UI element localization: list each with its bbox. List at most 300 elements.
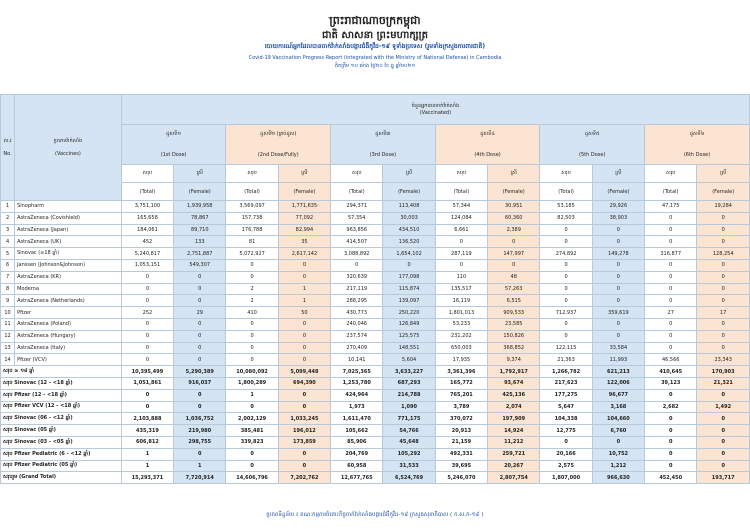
subtotal-adult-row — [1, 366, 750, 378]
total-label-km: សរុប — [331, 165, 383, 183]
vaccination-table — [0, 94, 750, 484]
motto: ជាតិ សាសនា ព្រះមហាក្សត្រ — [322, 30, 428, 41]
total-cell: 0 — [645, 236, 697, 248]
table-row — [1, 342, 750, 354]
female-cell: 30,951 — [488, 201, 540, 213]
female-cell: 31,533 — [383, 460, 435, 472]
total-cell: 12,677,765 — [331, 472, 383, 484]
total-cell: 1,611,470 — [331, 413, 383, 425]
total-label-en: (Total) — [121, 183, 173, 201]
dose-header-1 — [121, 125, 226, 165]
grand-total-row — [1, 472, 750, 484]
female-cell: 0 — [697, 460, 750, 472]
row-number: 6 — [1, 259, 15, 271]
total-cell: 1,053,151 — [121, 259, 173, 271]
row-number: 4 — [1, 236, 15, 248]
female-cell: 298,755 — [174, 436, 226, 448]
female-cell: 3,633,227 — [383, 366, 435, 378]
total-cell: 0 — [540, 318, 592, 330]
total-cell: 2,682 — [645, 401, 697, 413]
table-row — [1, 330, 750, 342]
female-cell: 3,168 — [592, 401, 644, 413]
child-group-row-label: សរុប Sinovac (12 - <18 ឆ្នាំ) — [1, 377, 122, 389]
total-cell: 16,119 — [435, 295, 487, 307]
female-label-km: ស្រី — [278, 165, 330, 183]
total-cell: 370,072 — [435, 413, 487, 425]
female-cell: 14,924 — [488, 425, 540, 437]
total-cell: 320,639 — [331, 271, 383, 283]
female-cell: 105,292 — [383, 448, 435, 460]
female-cell: 0 — [488, 236, 540, 248]
dose-label-km: ដូសទី១ — [166, 131, 182, 137]
female-cell: 1,939,958 — [174, 201, 226, 213]
vaccine-name: Pfizer (VCV) — [15, 354, 122, 366]
total-cell: 204,769 — [331, 448, 383, 460]
dose-label-en: (5th Dose) — [579, 152, 606, 158]
female-cell: 0 — [174, 342, 226, 354]
female-cell: 0 — [697, 436, 750, 448]
total-cell: 0 — [540, 271, 592, 283]
total-cell: 414,507 — [331, 236, 383, 248]
female-cell: 214,788 — [383, 389, 435, 401]
female-cell: 0 — [278, 318, 330, 330]
female-cell: 425,136 — [488, 389, 540, 401]
total-cell: 0 — [645, 448, 697, 460]
female-cell: 434,510 — [383, 224, 435, 236]
total-cell: 7,025,365 — [331, 366, 383, 378]
total-cell: 0 — [226, 354, 278, 366]
female-cell: 0 — [592, 330, 644, 342]
total-cell: 0 — [121, 271, 173, 283]
col-no-km: ល.រ — [3, 138, 12, 144]
female-cell: 1,212 — [592, 460, 644, 472]
dose-header-4 — [435, 125, 540, 165]
table-row — [1, 201, 750, 213]
total-cell: 0 — [540, 283, 592, 295]
female-cell: 0 — [592, 224, 644, 236]
female-cell: 687,293 — [383, 377, 435, 389]
total-cell: 57,354 — [331, 212, 383, 224]
row-number: 1 — [1, 201, 15, 213]
female-label-km: ស្រី — [174, 165, 226, 183]
total-cell: 0 — [121, 295, 173, 307]
total-cell: 12,775 — [540, 425, 592, 437]
female-label-en: (Female) — [697, 183, 750, 201]
vaccine-name: Pfizer — [15, 307, 122, 319]
female-cell: 60,360 — [488, 212, 540, 224]
female-cell: 7,720,914 — [174, 472, 226, 484]
female-cell: 133 — [174, 236, 226, 248]
total-cell: 339,823 — [226, 436, 278, 448]
total-cell: 2,575 — [540, 460, 592, 472]
col-no-en: No. — [3, 151, 12, 157]
female-cell: 0 — [278, 389, 330, 401]
female-cell: 0 — [697, 271, 750, 283]
female-cell: 1,033,245 — [278, 413, 330, 425]
female-cell: 173,859 — [278, 436, 330, 448]
total-cell: 0 — [540, 436, 592, 448]
total-cell: 0 — [540, 295, 592, 307]
total-cell: 252 — [121, 307, 173, 319]
total-cell: 1,973 — [331, 401, 383, 413]
female-cell: 29 — [174, 307, 226, 319]
total-cell: 2 — [226, 295, 278, 307]
row-number: 5 — [1, 248, 15, 260]
female-cell: 0 — [278, 271, 330, 283]
report-title-km: របាយការណ៍អ្នកដែលបានចាក់វ៉ាក់សាំងបង្ការជំងឺកូវីដ-១៩ ទូទាំងប្រទេស (រួមទាំងក្រសួងការពារជាតិ) — [264, 43, 486, 50]
total-cell: 10,080,092 — [226, 366, 278, 378]
total-label-km: សរុប — [121, 165, 173, 183]
female-cell: 5,604 — [383, 354, 435, 366]
total-cell: 287,119 — [435, 248, 487, 260]
row-number: 11 — [1, 318, 15, 330]
vaccine-name: AstraZeneca (Italy) — [15, 342, 122, 354]
female-cell: 0 — [697, 389, 750, 401]
total-cell: 5,246,070 — [435, 472, 487, 484]
female-cell: 0 — [592, 271, 644, 283]
female-cell: 219,980 — [174, 425, 226, 437]
child-group-row-label: សរុប Pfizer Pediatric (6 - <12 ឆ្នាំ) — [1, 448, 122, 460]
female-cell: 0 — [697, 224, 750, 236]
total-cell: 0 — [435, 259, 487, 271]
female-label-km: ស្រី — [697, 165, 750, 183]
total-cell: 0 — [226, 448, 278, 460]
vaccinated-km: ចំនួនអ្នកបានចាក់វ៉ាក់សាំង — [411, 103, 460, 109]
total-cell: 1 — [121, 460, 173, 472]
total-cell: 237,574 — [331, 330, 383, 342]
female-cell: 89,710 — [174, 224, 226, 236]
female-cell: 916,037 — [174, 377, 226, 389]
female-cell: 20,267 — [488, 460, 540, 472]
female-cell: 93,674 — [488, 377, 540, 389]
child-group-row — [1, 425, 750, 437]
total-cell: 21,159 — [435, 436, 487, 448]
child-group-row-label: សរុប Sinovac (05 ឆ្នាំ) — [1, 425, 122, 437]
female-cell: 0 — [278, 259, 330, 271]
total-cell: 122,115 — [540, 342, 592, 354]
vaccine-name: Sinopharm — [15, 201, 122, 213]
female-cell: 126,849 — [383, 318, 435, 330]
child-group-row — [1, 377, 750, 389]
total-cell: 177,275 — [540, 389, 592, 401]
total-cell: 240,046 — [331, 318, 383, 330]
total-cell: 157,738 — [226, 212, 278, 224]
total-cell: 10,395,499 — [121, 366, 173, 378]
female-cell: 0 — [174, 318, 226, 330]
total-cell: 452,450 — [645, 472, 697, 484]
child-group-row — [1, 401, 750, 413]
total-cell: 0 — [540, 330, 592, 342]
total-cell: 231,202 — [435, 330, 487, 342]
dose-label-km: ដូសទី៤ — [480, 131, 495, 137]
total-cell: 492,331 — [435, 448, 487, 460]
total-cell: 452 — [121, 236, 173, 248]
total-cell: 316,877 — [645, 248, 697, 260]
total-cell: 0 — [121, 342, 173, 354]
total-cell: 53,233 — [435, 318, 487, 330]
table-row — [1, 318, 750, 330]
table-row — [1, 259, 750, 271]
female-cell: 359,619 — [592, 307, 644, 319]
female-cell: 0 — [278, 354, 330, 366]
total-cell: 217,623 — [540, 377, 592, 389]
total-label-km: សរុប — [645, 165, 697, 183]
female-cell: 2,389 — [488, 224, 540, 236]
female-cell: 1 — [278, 283, 330, 295]
row-number: 12 — [1, 330, 15, 342]
total-cell: 1 — [226, 389, 278, 401]
total-cell: 2,103,888 — [121, 413, 173, 425]
vaccine-name: Sinovac (≥18 ឆ្នាំ) — [15, 248, 122, 260]
child-group-row — [1, 436, 750, 448]
female-cell: 0 — [592, 436, 644, 448]
total-cell: 5,240,817 — [121, 248, 173, 260]
total-label-en: (Total) — [540, 183, 592, 201]
female-cell: 2,074 — [488, 401, 540, 413]
total-cell: 0 — [645, 460, 697, 472]
female-cell: 0 — [278, 330, 330, 342]
female-cell: 2,617,142 — [278, 248, 330, 260]
total-cell: 410,645 — [645, 366, 697, 378]
female-cell: 0 — [383, 259, 435, 271]
female-cell: 23,343 — [697, 354, 750, 366]
table-row — [1, 224, 750, 236]
total-cell: 0 — [226, 318, 278, 330]
table-row — [1, 283, 750, 295]
dose-header-5 — [540, 125, 645, 165]
female-cell: 0 — [278, 448, 330, 460]
female-cell: 136,520 — [383, 236, 435, 248]
total-cell: 21,363 — [540, 354, 592, 366]
vaccine-name: AstraZeneca (KR) — [15, 271, 122, 283]
table-row — [1, 307, 750, 319]
female-cell: 11,993 — [592, 354, 644, 366]
total-cell: 47,175 — [645, 201, 697, 213]
total-cell: 410 — [226, 307, 278, 319]
total-cell: 3,361,396 — [435, 366, 487, 378]
total-cell: 81 — [226, 236, 278, 248]
total-cell: 424,964 — [331, 389, 383, 401]
total-cell: 176,788 — [226, 224, 278, 236]
total-cell: 650,003 — [435, 342, 487, 354]
total-cell: 765,201 — [435, 389, 487, 401]
female-cell: 694,390 — [278, 377, 330, 389]
total-cell: 0 — [226, 460, 278, 472]
female-cell: 9,374 — [488, 354, 540, 366]
female-cell: 0 — [174, 389, 226, 401]
female-cell: 196,012 — [278, 425, 330, 437]
female-cell: 7,202,762 — [278, 472, 330, 484]
dose-label-km: ដូសទី៣ — [375, 131, 391, 137]
total-cell: 0 — [540, 236, 592, 248]
total-cell: 435,319 — [121, 425, 173, 437]
total-cell: 105,662 — [331, 425, 383, 437]
female-cell: 128,254 — [697, 248, 750, 260]
total-label-km: សរុប — [435, 165, 487, 183]
dose-header-3 — [331, 125, 436, 165]
female-cell: 150,826 — [488, 330, 540, 342]
female-cell: 17 — [697, 307, 750, 319]
vaccine-name: AstraZeneca (Hungary) — [15, 330, 122, 342]
total-cell: 1,253,780 — [331, 377, 383, 389]
female-cell: 23,585 — [488, 318, 540, 330]
female-cell: 82,994 — [278, 224, 330, 236]
female-cell: 45,648 — [383, 436, 435, 448]
total-cell: 712,937 — [540, 307, 592, 319]
total-cell: 217,119 — [331, 283, 383, 295]
col-vaccine-km: ប្រភេទវ៉ាក់សាំង — [53, 138, 83, 144]
row-number: 14 — [1, 354, 15, 366]
total-cell: 0 — [645, 413, 697, 425]
female-cell: 6,524,769 — [383, 472, 435, 484]
total-cell: 0 — [226, 271, 278, 283]
total-cell: 0 — [226, 259, 278, 271]
total-cell: 15,293,371 — [121, 472, 173, 484]
total-cell: 17,935 — [435, 354, 487, 366]
kingdom-title: ព្រះរាជាណាចក្រកម្ពុជា — [329, 14, 421, 27]
dose-label-en: (4th Dose) — [474, 152, 501, 158]
child-group-row-label: សរុប Sinovac (06 - <12 ឆ្នាំ) — [1, 413, 122, 425]
female-cell: 0 — [697, 212, 750, 224]
total-cell: 1 — [121, 448, 173, 460]
col-vaccine-header — [15, 95, 122, 201]
total-cell: 165,772 — [435, 377, 487, 389]
total-cell: 2,002,129 — [226, 413, 278, 425]
total-cell: 0 — [540, 224, 592, 236]
female-cell: 0 — [592, 236, 644, 248]
vaccine-name: Moderna — [15, 283, 122, 295]
female-cell: 0 — [278, 342, 330, 354]
female-cell: 50 — [278, 307, 330, 319]
total-cell: 274,892 — [540, 248, 592, 260]
total-cell: 39,123 — [645, 377, 697, 389]
total-cell: 104,338 — [540, 413, 592, 425]
total-cell: 0 — [645, 212, 697, 224]
female-cell: 0 — [697, 425, 750, 437]
female-cell: 1,492 — [697, 401, 750, 413]
dose-label-km: ដូសទី៦ — [689, 131, 705, 137]
female-cell: 0 — [174, 295, 226, 307]
total-cell: 57,344 — [435, 201, 487, 213]
data-source-footer: ប្រភពទិន្នន័យ ៖ គណៈកម្មការចំពោះកិច្ចចាក់វ៉ាក់សាំងបង្ការជំងឺកូវីដ-១៩ ក្រសួងសុខាភិបាល ( ក.ស.ក-១៩ ) — [266, 512, 484, 518]
female-cell: 0 — [488, 259, 540, 271]
total-cell: 0 — [226, 330, 278, 342]
female-cell: 35 — [278, 236, 330, 248]
total-cell: 60,958 — [331, 460, 383, 472]
female-cell: 1,654,102 — [383, 248, 435, 260]
female-cell: 0 — [592, 295, 644, 307]
female-cell: 170,903 — [697, 366, 750, 378]
female-label-km: ស្រី — [592, 165, 644, 183]
female-cell: 148,551 — [383, 342, 435, 354]
total-label-km: សរុប — [540, 165, 592, 183]
total-label-en: (Total) — [645, 183, 697, 201]
total-cell: 3,751,100 — [121, 201, 173, 213]
total-cell: 0 — [645, 342, 697, 354]
table-row — [1, 271, 750, 283]
female-cell: 2,807,754 — [488, 472, 540, 484]
total-cell: 1,800,289 — [226, 377, 278, 389]
female-cell: 115,874 — [383, 283, 435, 295]
child-group-row — [1, 389, 750, 401]
total-cell: 0 — [645, 271, 697, 283]
female-cell: 177,098 — [383, 271, 435, 283]
total-cell: 6,661 — [435, 224, 487, 236]
female-cell: 77,092 — [278, 212, 330, 224]
total-cell: 430,773 — [331, 307, 383, 319]
female-cell: 122,006 — [592, 377, 644, 389]
vaccinated-en: (Vaccinated) — [419, 110, 452, 116]
total-cell: 2 — [226, 283, 278, 295]
female-cell: 125,575 — [383, 330, 435, 342]
total-cell: 0 — [645, 259, 697, 271]
female-cell: 21,321 — [697, 377, 750, 389]
female-cell: 149,278 — [592, 248, 644, 260]
female-cell: 78,867 — [174, 212, 226, 224]
total-cell: 10,141 — [331, 354, 383, 366]
female-cell: 1 — [174, 460, 226, 472]
female-cell: 139,097 — [383, 295, 435, 307]
total-cell: 0 — [121, 330, 173, 342]
female-cell: 0 — [174, 271, 226, 283]
total-cell: 85,906 — [331, 436, 383, 448]
total-cell: 1,266,782 — [540, 366, 592, 378]
vaccine-name: AstraZeneca (Japan) — [15, 224, 122, 236]
female-cell: 96,677 — [592, 389, 644, 401]
child-group-row-label: សរុប Pfizer (12 - <18 ឆ្នាំ) — [1, 389, 122, 401]
female-cell: 11,212 — [488, 436, 540, 448]
female-label-en: (Female) — [383, 183, 435, 201]
total-label-en: (Total) — [331, 183, 383, 201]
row-number: 9 — [1, 295, 15, 307]
female-cell: 549,307 — [174, 259, 226, 271]
total-cell: 5,072,927 — [226, 248, 278, 260]
female-cell: 0 — [697, 342, 750, 354]
row-number: 3 — [1, 224, 15, 236]
col-no-header — [1, 95, 15, 201]
total-cell: 3,088,892 — [331, 248, 383, 260]
total-cell: 0 — [645, 425, 697, 437]
total-cell: 46,566 — [645, 354, 697, 366]
total-cell: 0 — [645, 389, 697, 401]
child-group-row — [1, 460, 750, 472]
total-cell: 0 — [121, 401, 173, 413]
female-cell: 48 — [488, 271, 540, 283]
grand-total-row-label: សរុបរួម (Grand Total) — [1, 472, 122, 484]
total-cell: 5,647 — [540, 401, 592, 413]
female-cell: 5,099,448 — [278, 366, 330, 378]
child-group-row-label: សរុប Sinovac (03 - <05 ឆ្នាំ) — [1, 436, 122, 448]
col-vaccine-en: (Vaccines) — [55, 151, 81, 157]
female-cell: 1,090 — [383, 401, 435, 413]
vaccine-name: AstraZeneca (Poland) — [15, 318, 122, 330]
female-cell: 259,721 — [488, 448, 540, 460]
total-cell: 1,807,000 — [540, 472, 592, 484]
table-row — [1, 354, 750, 366]
row-number: 7 — [1, 271, 15, 283]
female-label-km: ស្រី — [488, 165, 540, 183]
total-cell: 53,185 — [540, 201, 592, 213]
total-cell: 1,801,013 — [435, 307, 487, 319]
total-cell: 0 — [645, 283, 697, 295]
total-cell: 135,517 — [435, 283, 487, 295]
total-cell: 0 — [331, 259, 383, 271]
total-cell: 0 — [121, 389, 173, 401]
total-cell: 14,606,796 — [226, 472, 278, 484]
vaccine-name: Janssen (Johnson&Johnson) — [15, 259, 122, 271]
total-cell: 288,295 — [331, 295, 383, 307]
female-cell: 0 — [174, 354, 226, 366]
